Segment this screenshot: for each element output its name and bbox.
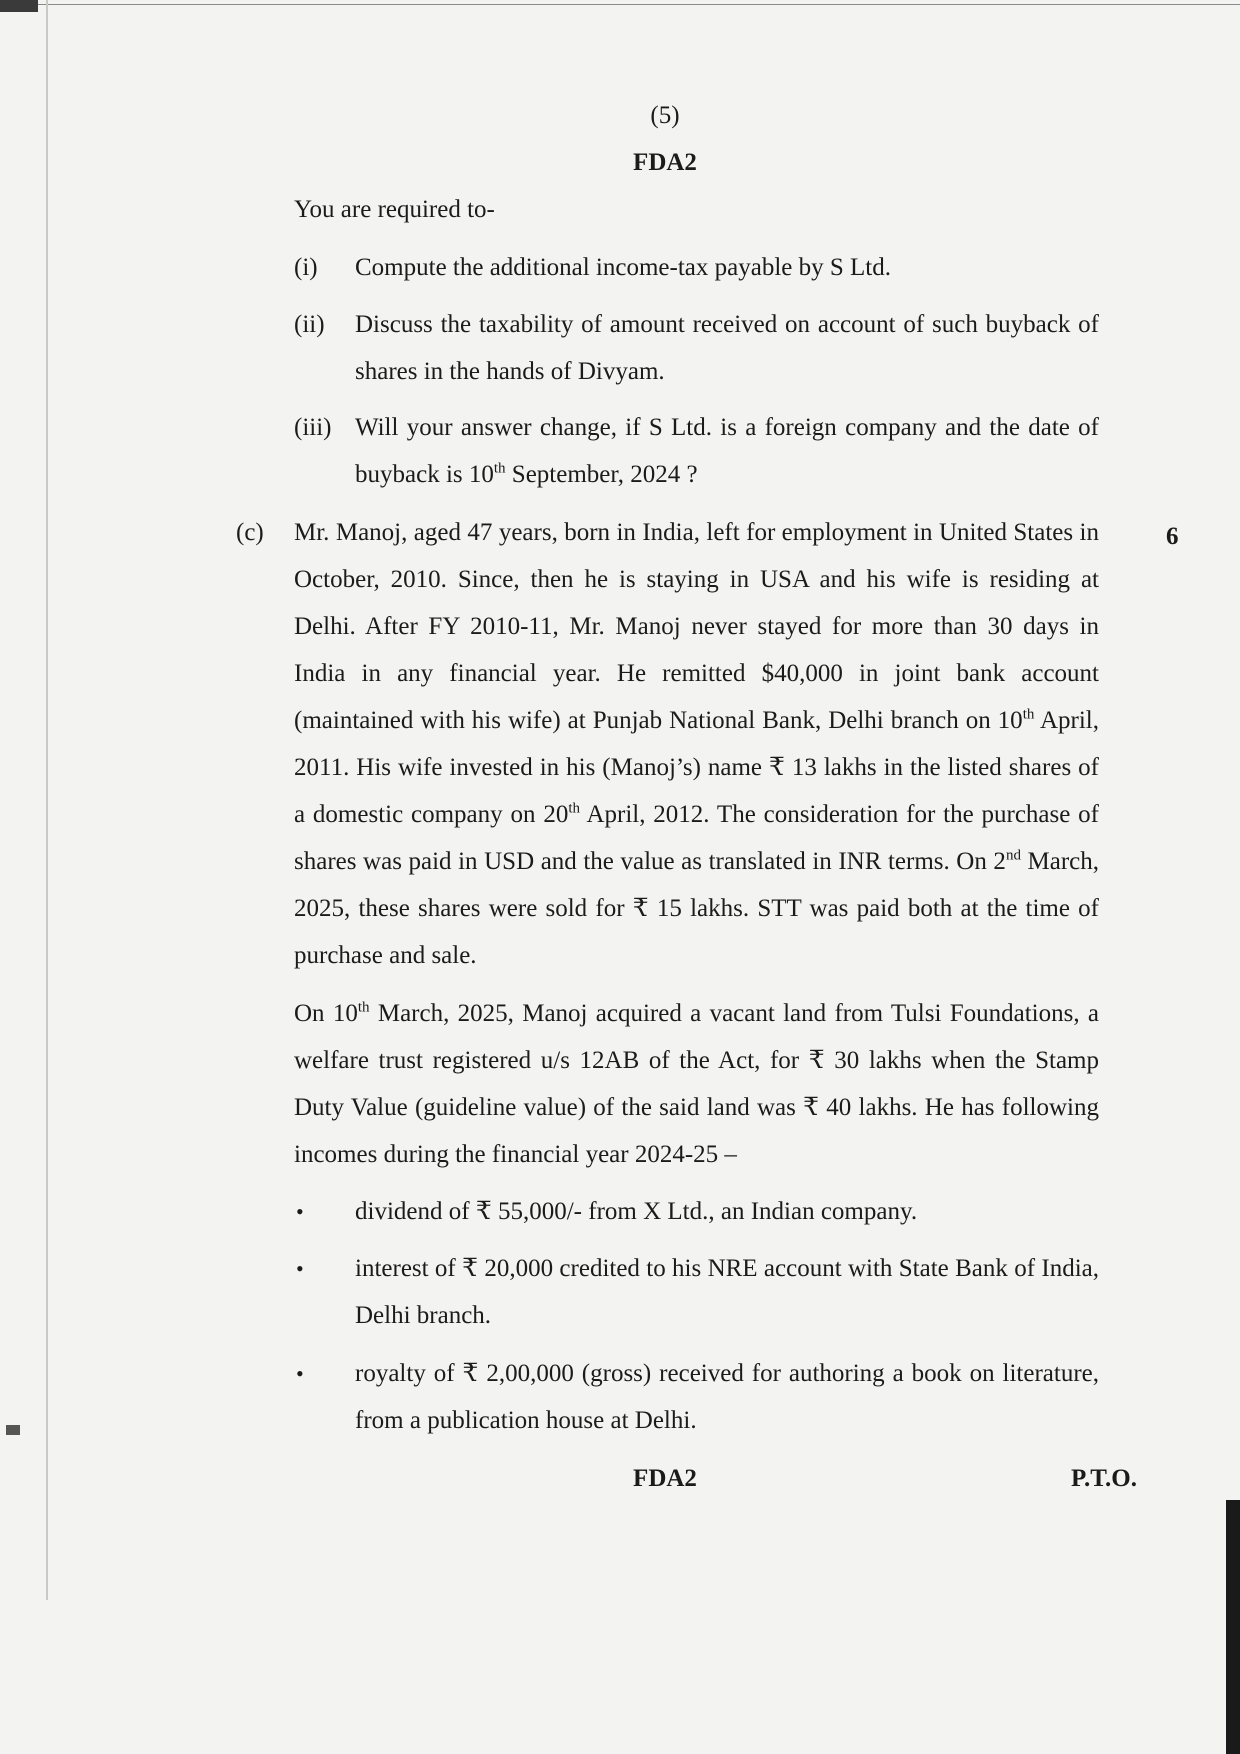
task-number: (ii) bbox=[294, 311, 325, 338]
list-item: royalty of ₹ 2,00,000 (gross) received for authoring a book on literature, from a publication house at Delhi. bbox=[355, 1360, 1099, 1434]
page-number: (5) bbox=[650, 102, 680, 129]
paper-code-footer: FDA2 bbox=[633, 1465, 697, 1492]
task-number: (i) bbox=[294, 254, 318, 281]
scan-edge-mark bbox=[0, 0, 38, 12]
question-paragraph: Mr. Manoj, aged 47 years, born in India, left for employment in United States in October, 2010. Since, then he is staying in USA and his wife is residing at Delhi. After FY 2010-11, Mr. Manoj never stayed for more than 30 days in India in any financial year. He remitted $40,000 in joint bank account (maintained with his wife) at Punjab National Bank, Delhi branch on 10th April, 2011. His wife invested in his (Manoj’s) name ₹ 13 lakhs in the listed shares of a domestic company on 20th April, 2012. The consideration for the purchase of shares was paid in USD and the value as translated in INR terms. On 2nd March, 2025, these shares were sold for ₹ 15 lakhs. STT was paid both at the time of purchase and sale. bbox=[294, 519, 1100, 969]
task-text: Discuss the taxability of amount received on account of such buyback of shares in the hands of Divyam. bbox=[355, 311, 1099, 385]
scan-top-line bbox=[38, 4, 1240, 5]
task-text: Will your answer change, if S Ltd. is a foreign company and the date of buyback is 10th September, 2024 ? bbox=[355, 414, 1099, 488]
bullet-icon: • bbox=[296, 1361, 304, 1386]
list-item: interest of ₹ 20,000 credited to his NRE account with State Bank of India, Delhi branch. bbox=[355, 1255, 1099, 1329]
task-text: Compute the additional income-tax payable by S Ltd. bbox=[355, 254, 891, 281]
scan-mark bbox=[6, 1425, 20, 1435]
paper-code-header: FDA2 bbox=[633, 149, 697, 176]
question-paragraph: On 10th March, 2025, Manoj acquired a vacant land from Tulsi Foundations, a welfare trust registered u/s 12AB of the Act, for ₹ 30 lakhs when the Stamp Duty Value (guideline value) of the said land was ₹ 40 lakhs. He has following incomes during the financial year 2024-25 – bbox=[294, 999, 1100, 1168]
intro-text: You are required to- bbox=[294, 196, 495, 223]
task-number: (iii) bbox=[294, 414, 332, 441]
question-label: (c) bbox=[236, 519, 264, 546]
bullet-icon: • bbox=[296, 1199, 304, 1224]
scan-right-edge bbox=[1226, 1500, 1240, 1754]
scan-left-line bbox=[46, 0, 48, 1600]
page-turn-note: P.T.O. bbox=[1071, 1465, 1137, 1492]
bullet-icon: • bbox=[296, 1256, 304, 1281]
question-marks: 6 bbox=[1166, 523, 1179, 550]
list-item: dividend of ₹ 55,000/- from X Ltd., an Indian company. bbox=[355, 1198, 918, 1225]
